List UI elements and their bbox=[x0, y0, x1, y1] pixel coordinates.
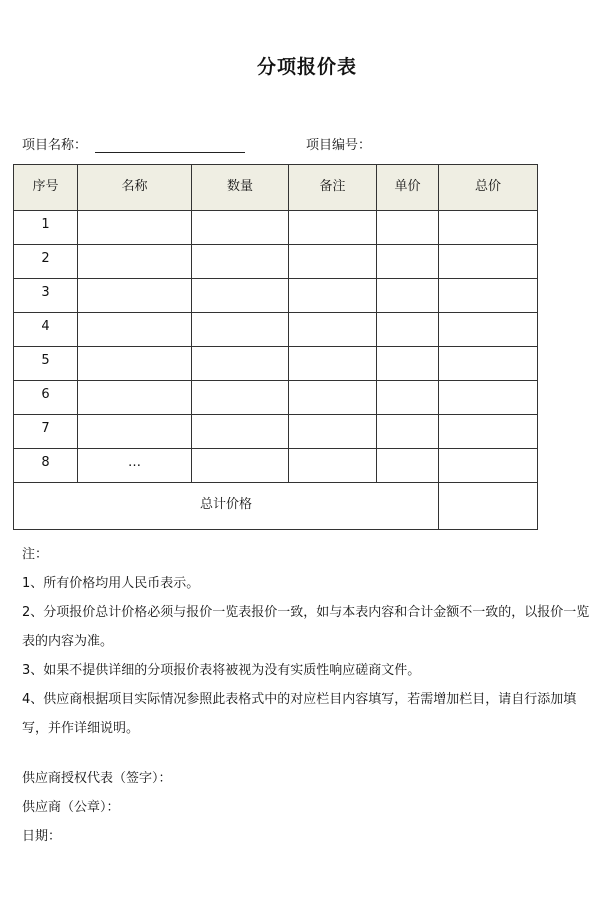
table-row bbox=[14, 415, 538, 449]
cell-seq: 4 bbox=[14, 313, 78, 347]
cell-quantity[interactable] bbox=[192, 449, 289, 483]
cell-unit-price[interactable] bbox=[377, 381, 439, 415]
cell-remark[interactable] bbox=[289, 245, 377, 279]
cell-quantity[interactable] bbox=[192, 245, 289, 279]
cell-name[interactable] bbox=[78, 279, 192, 313]
header-seq: 序号 bbox=[14, 165, 78, 211]
page-title: 分项报价表 bbox=[256, 56, 357, 78]
table-row bbox=[14, 313, 538, 347]
supplier-seal-label: 供应商（公章）： bbox=[22, 800, 120, 815]
cell-name[interactable] bbox=[78, 211, 192, 245]
cell-seq: 5 bbox=[14, 347, 78, 381]
cell-total-price[interactable] bbox=[439, 245, 538, 279]
note-item-4: 4、供应商根据项目实际情况参照此表格式中的对应栏目内容填写，若需增加栏目，请自行添加填写，并作详细说明。 bbox=[22, 692, 577, 736]
cell-quantity[interactable] bbox=[192, 313, 289, 347]
cell-name[interactable] bbox=[78, 381, 192, 415]
project-no-label: 项目编号： bbox=[306, 138, 372, 153]
note-item-2: 2、分项报价总计价格必须与报价一览表报价一致，如与本表内容和合计金额不一致的，以报价一览表的内容为准。 bbox=[22, 605, 590, 649]
cell-seq: 1 bbox=[14, 211, 78, 245]
table-row bbox=[14, 347, 538, 381]
notes-heading: 注： bbox=[22, 547, 49, 562]
cell-name[interactable] bbox=[78, 347, 192, 381]
cell-seq: 6 bbox=[14, 381, 78, 415]
header-remark: 备注 bbox=[289, 165, 377, 211]
table-row bbox=[14, 211, 538, 245]
cell-remark[interactable] bbox=[289, 415, 377, 449]
rep-signature-label: 供应商授权代表（签字）： bbox=[22, 771, 172, 786]
cell-quantity[interactable] bbox=[192, 415, 289, 449]
cell-total-price[interactable] bbox=[439, 347, 538, 381]
header-name: 名称 bbox=[78, 165, 192, 211]
cell-seq: 2 bbox=[14, 245, 78, 279]
note-item-3: 3、如果不提供详细的分项报价表将被视为没有实质性响应磋商文件。 bbox=[22, 663, 421, 678]
cell-quantity[interactable] bbox=[192, 279, 289, 313]
cell-unit-price[interactable] bbox=[377, 211, 439, 245]
total-label: 总计价格 bbox=[14, 483, 439, 530]
cell-total-price[interactable] bbox=[439, 415, 538, 449]
header-total-price: 总价 bbox=[439, 165, 538, 211]
cell-remark[interactable] bbox=[289, 381, 377, 415]
cell-remark[interactable] bbox=[289, 279, 377, 313]
cell-remark[interactable] bbox=[289, 347, 377, 381]
cell-unit-price[interactable] bbox=[377, 347, 439, 381]
date-label: 日期： bbox=[22, 829, 62, 844]
cell-total-price[interactable] bbox=[439, 279, 538, 313]
cell-remark[interactable] bbox=[289, 449, 377, 483]
cell-total-price[interactable] bbox=[439, 449, 538, 483]
cell-unit-price[interactable] bbox=[377, 279, 439, 313]
notes-section bbox=[22, 540, 592, 743]
cell-quantity[interactable] bbox=[192, 211, 289, 245]
cell-quantity[interactable] bbox=[192, 381, 289, 415]
cell-total-price[interactable] bbox=[439, 313, 538, 347]
header-unit-price: 单价 bbox=[377, 165, 439, 211]
signature-section bbox=[22, 764, 172, 851]
cell-seq: 8 bbox=[14, 449, 78, 483]
note-item-1: 1、所有价格均用人民币表示。 bbox=[22, 576, 200, 591]
cell-name[interactable] bbox=[78, 245, 192, 279]
header-quantity: 数量 bbox=[192, 165, 289, 211]
project-name-label: 项目名称： bbox=[22, 138, 88, 153]
cell-unit-price[interactable] bbox=[377, 415, 439, 449]
cell-seq: 3 bbox=[14, 279, 78, 313]
table-row bbox=[14, 245, 538, 279]
cell-total-price[interactable] bbox=[439, 381, 538, 415]
total-value[interactable] bbox=[439, 483, 538, 530]
cell-unit-price[interactable] bbox=[377, 313, 439, 347]
cell-seq: 7 bbox=[14, 415, 78, 449]
total-row bbox=[14, 483, 538, 530]
table-header-row bbox=[14, 165, 538, 211]
cell-total-price[interactable] bbox=[439, 211, 538, 245]
project-name-field[interactable] bbox=[95, 152, 245, 153]
table-row bbox=[14, 449, 538, 483]
cell-remark[interactable] bbox=[289, 313, 377, 347]
table-row bbox=[14, 381, 538, 415]
table-row bbox=[14, 279, 538, 313]
cell-name[interactable] bbox=[78, 415, 192, 449]
quote-table bbox=[13, 164, 538, 530]
cell-remark[interactable] bbox=[289, 211, 377, 245]
cell-name[interactable] bbox=[78, 313, 192, 347]
cell-unit-price[interactable] bbox=[377, 245, 439, 279]
cell-quantity[interactable] bbox=[192, 347, 289, 381]
cell-name[interactable]: … bbox=[78, 449, 192, 483]
cell-unit-price[interactable] bbox=[377, 449, 439, 483]
project-info-row bbox=[22, 134, 602, 154]
